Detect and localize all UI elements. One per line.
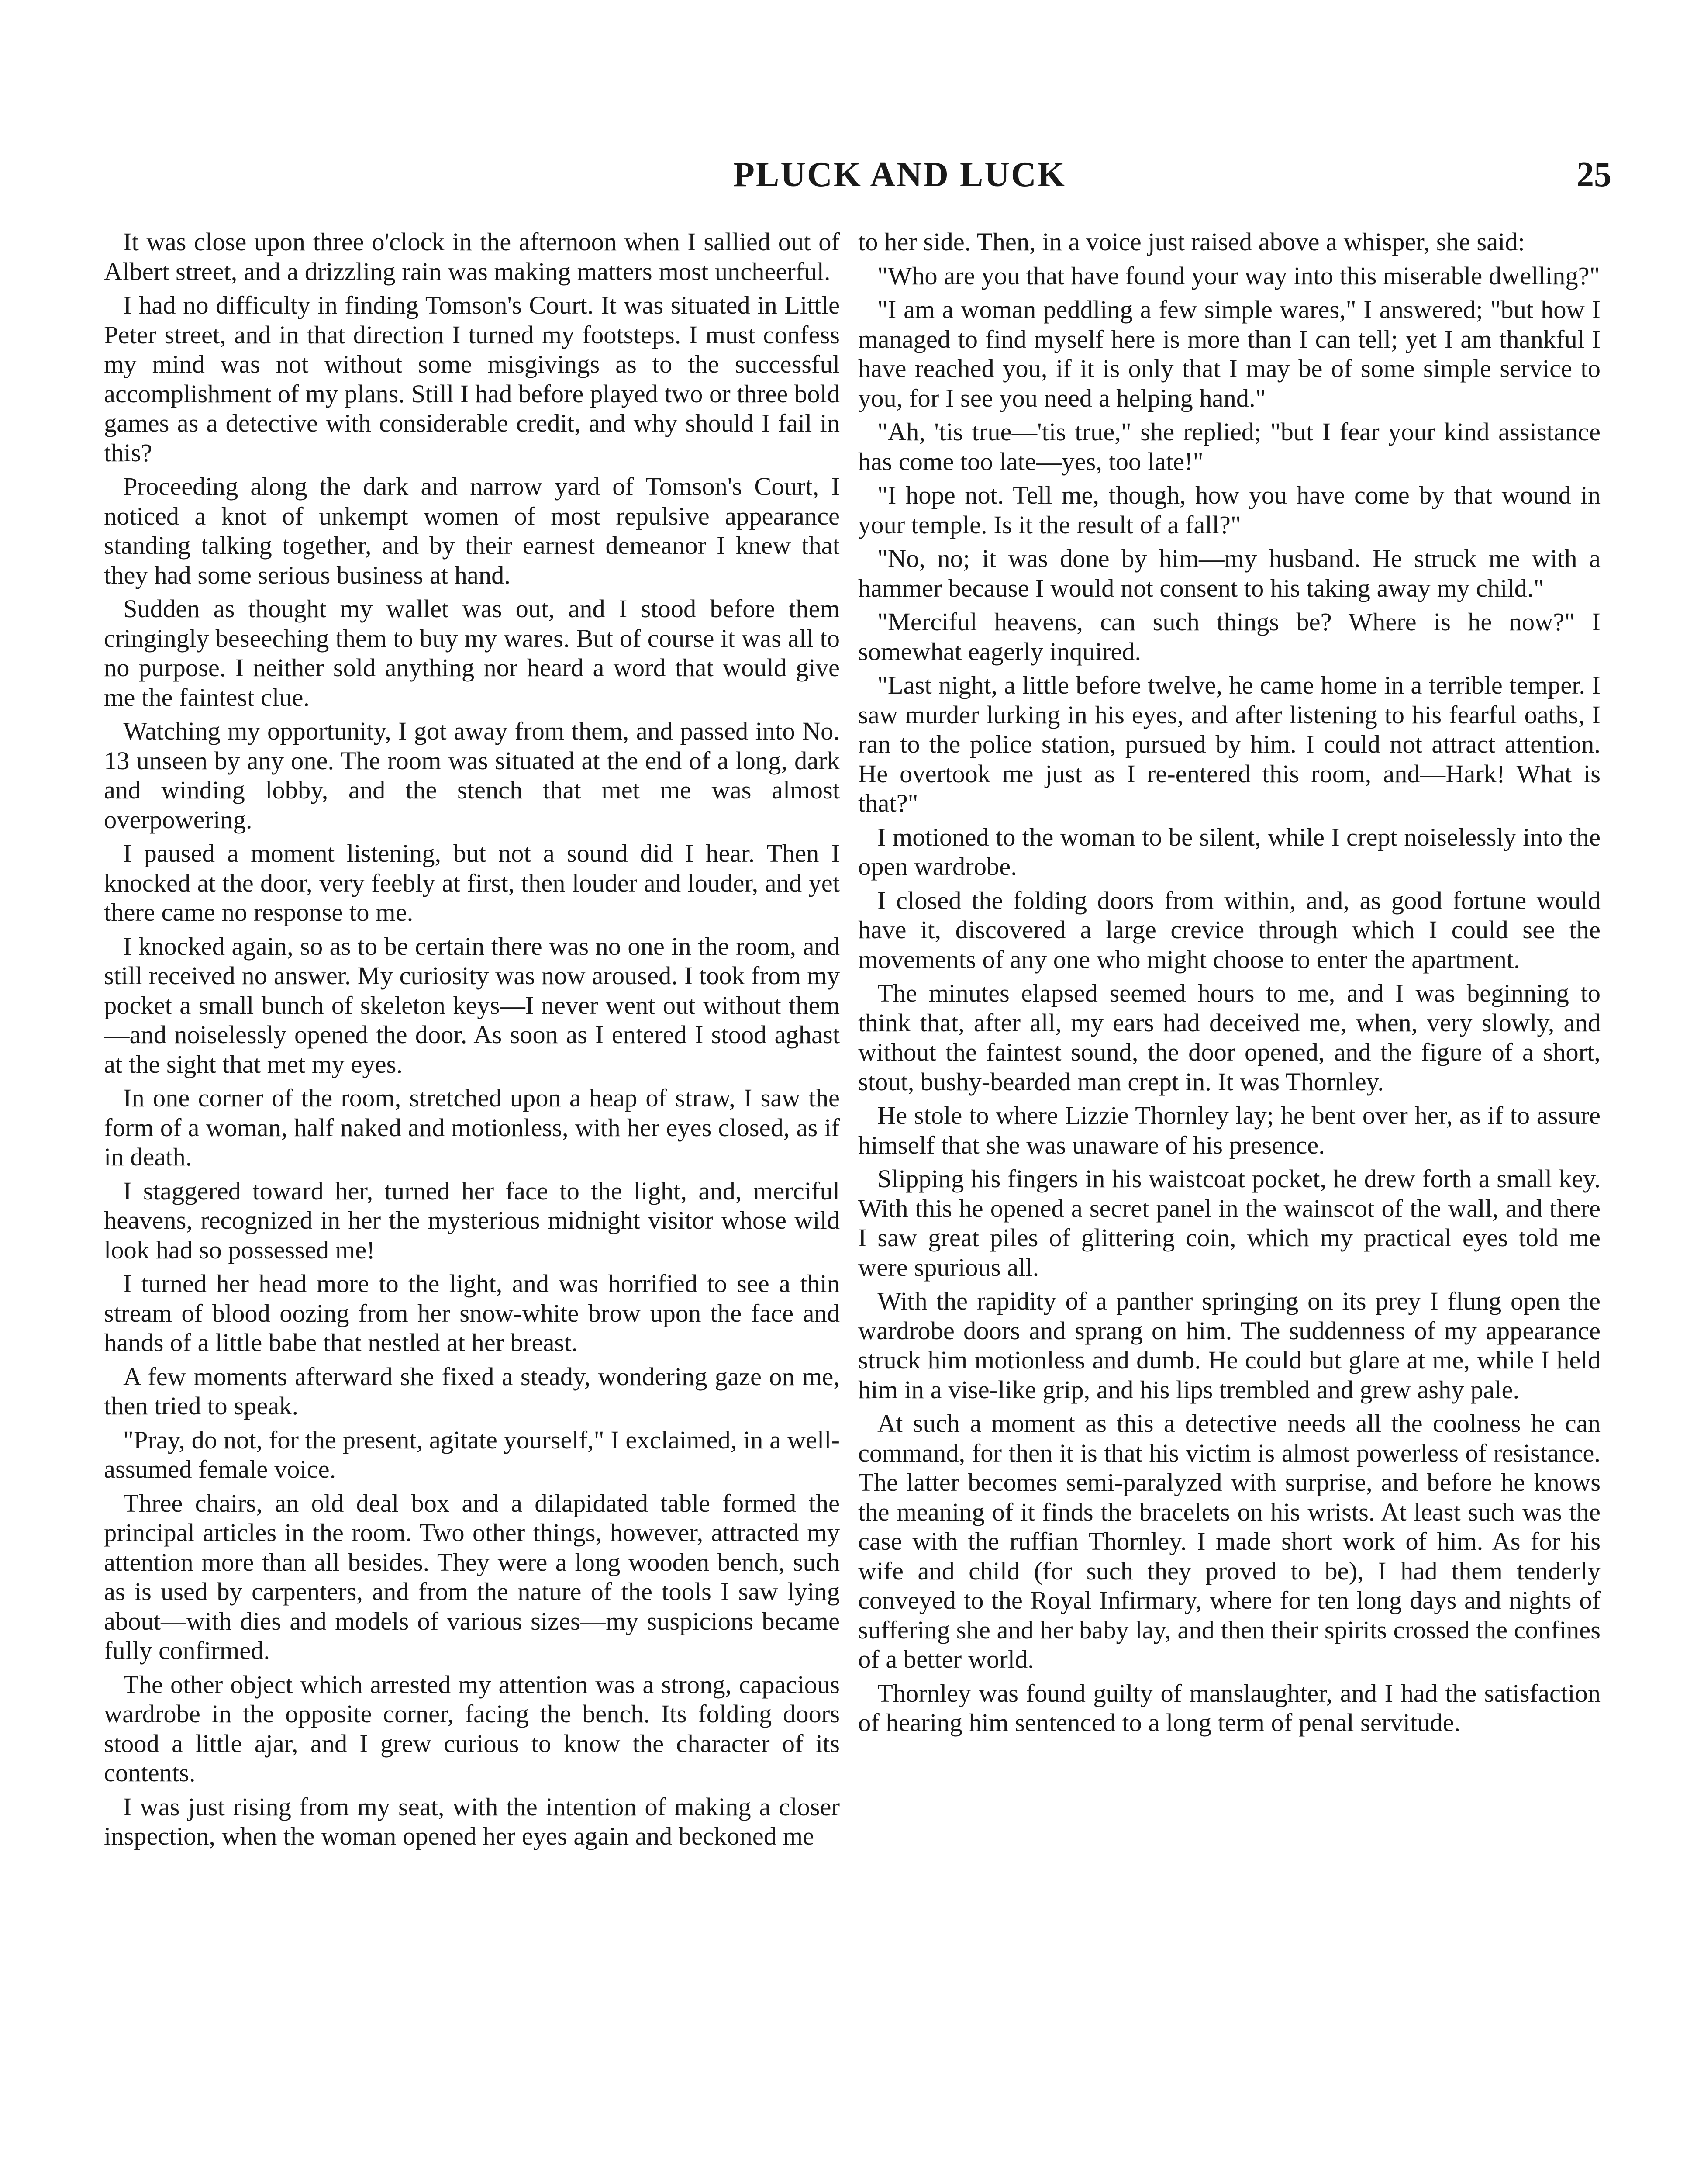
paragraph: I motioned to the woman to be silent, while I crept noiselessly into the open wardrobe. [858, 822, 1601, 881]
paragraph: I closed the folding doors from within, and, as good fortune would have it, discovered a large crevice through which I could see the movements of any one who might choose to enter the apartment. [858, 886, 1601, 974]
paragraph: "Last night, a little before twelve, he came home in a terrible temper. I saw murder lurking in his eyes, and after listening to his fearful oaths, I ran to the police station, pursued by him. I could not attract attention. He overtook me just as I re-entered this room, and—Hark! What is that?" [858, 671, 1601, 817]
paragraph: The minutes elapsed seemed hours to me, and I was beginning to think that, after all, my ears had deceived me, when, very slowly, and without the faintest sound, the door opened, and the figure of a short, stout, bushy-bearded man crept in. It was Thornley. [858, 979, 1601, 1096]
paragraph: The other object which arrested my attention was a strong, capacious wardrobe in the opposite corner, facing the bench. Its folding doors stood a little ajar, and I grew curious to know the character of its contents. [104, 1670, 840, 1787]
paragraph: "Ah, 'tis true—'tis true," she replied; "but I fear your kind assistance has come too late—yes, too late!" [858, 418, 1601, 476]
paragraph: "Merciful heavens, can such things be? Where is he now?" I somewhat eagerly inquired. [858, 608, 1601, 666]
paragraph: "No, no; it was done by him—my husband. He struck me with a hammer because I would not consent to his taking away my child." [858, 544, 1601, 602]
right-column [858, 227, 1601, 2184]
paragraph: Slipping his fingers in his waistcoat pocket, he drew forth a small key. With this he opened a secret panel in the wainscot of the wall, and there I saw great piles of glittering coin, which my practical eyes told me were spurious all. [858, 1165, 1601, 1282]
paragraph: He stole to where Lizzie Thornley lay; he bent over her, as if to assure himself that she was unaware of his presence. [858, 1101, 1601, 1159]
paragraph: With the rapidity of a panther springing on its prey I flung open the wardrobe doors and sprang on him. The suddenness of my appearance struck him motionless and dumb. He could but glare at me, while I held him in a vise-like grip, and his lips trembled and grew ashy pale. [858, 1287, 1601, 1404]
paragraph: Watching my opportunity, I got away from them, and passed into No. 13 unseen by any one. The room was situated at the end of a long, dark and winding lobby, and the stench that met me was almost overpowering. [104, 717, 840, 834]
paragraph: "I hope not. Tell me, though, how you have come by that wound in your temple. Is it the result of a fall?" [858, 481, 1601, 539]
paragraph: "I am a woman peddling a few simple wares," I answered; "but how I managed to find myself here is more than I can tell; yet I am thankful I have reached you, if it is only that I may be of some simple service to you, for I see you need a helping hand." [858, 295, 1601, 412]
paragraph: At such a moment as this a detective needs all the coolness he can command, for then it is that his victim is almost powerless of resistance. The latter becomes semi-paralyzed with surprise, and before he knows the meaning of it finds the bracelets on his wrists. At least such was the case with the ruffian Thornley. I made short work of him. As for his wife and child (for such they proved to be), I had them tenderly conveyed to the Royal Infirmary, where for ten long days and nights of suffering she and her baby lay, and then their spirits crossed the confines of a better world. [858, 1409, 1601, 1673]
paragraph: I had no difficulty in finding Tomson's Court. It was situated in Little Peter street, and in that direction I turned my footsteps. I must confess my mind was not without some misgivings as to the successful accomplishment of my plans. Still I had before played two or three bold games as a detective with considerable credit, and why should I fail in this? [104, 291, 840, 467]
paragraph: I staggered toward her, turned her face to the light, and, merciful heavens, recognized in her the mysterious midnight visitor whose wild look had so possessed me! [104, 1176, 840, 1264]
left-column [104, 227, 840, 2184]
paragraph: Thornley was found guilty of manslaughter, and I had the satisfaction of hearing him sentenced to a long term of penal servitude. [858, 1679, 1601, 1737]
paragraph: In one corner of the room, stretched upon a heap of straw, I saw the form of a woman, half naked and motionless, with her eyes closed, as if in death. [104, 1084, 840, 1171]
paragraph: I was just rising from my seat, with the intention of making a closer inspection, when the woman opened her eyes again and beckoned me [104, 1792, 840, 1850]
running-title: PLUCK AND LUCK [733, 156, 1066, 194]
paragraph: I paused a moment listening, but not a sound did I hear. Then I knocked at the door, very feebly at first, then louder and louder, and yet there came no response to me. [104, 839, 840, 926]
paragraph: "Who are you that have found your way into this miserable dwelling?" [877, 261, 1600, 290]
paragraph: Sudden as thought my wallet was out, and I stood before them cringingly beseeching them to buy my wares. But of course it was all to no purpose. I neither sold anything nor heard a word that would give me the faintest clue. [104, 594, 840, 712]
paragraph: I turned her head more to the light, and was horrified to see a thin stream of blood oozing from her snow-white brow upon the face and hands of a little babe that nestled at her breast. [104, 1269, 840, 1357]
paragraph-continued: to her side. Then, in a voice just raised above a whisper, she said: [858, 228, 1525, 256]
page-header [188, 149, 1611, 210]
paragraph: A few moments afterward she fixed a steady, wondering gaze on me, then tried to speak. [104, 1362, 840, 1420]
paragraph: Three chairs, an old deal box and a dilapidated table formed the principal articles in the room. Two other things, however, attracted my attention more than all besides. They were a long wooden bench, such as is used by carpenters, and from the nature of the tools I saw lying about—with dies and models of various sizes—my suspicions became fully confirmed. [104, 1489, 840, 1665]
paragraph: I knocked again, so as to be certain there was no one in the room, and still received no answer. My curiosity was now aroused. I took from my pocket a small bunch of skeleton keys—I never went out without them—and noiselessly opened the door. As soon as I entered I stood aghast at the sight that met my eyes. [104, 932, 840, 1078]
paragraph: "Pray, do not, for the present, agitate yourself," I exclaimed, in a well-assumed female voice. [104, 1425, 840, 1483]
paragraph: It was close upon three o'clock in the afternoon when I sallied out of Albert street, and a drizzling rain was making matters most uncheerful. [104, 228, 840, 286]
page-number: 25 [1576, 156, 1611, 194]
paragraph: Proceeding along the dark and narrow yard of Tomson's Court, I noticed a knot of unkempt women of most repulsive appearance standing talking together, and by their earnest demeanor I knew that they had some serious business at hand. [104, 472, 840, 589]
